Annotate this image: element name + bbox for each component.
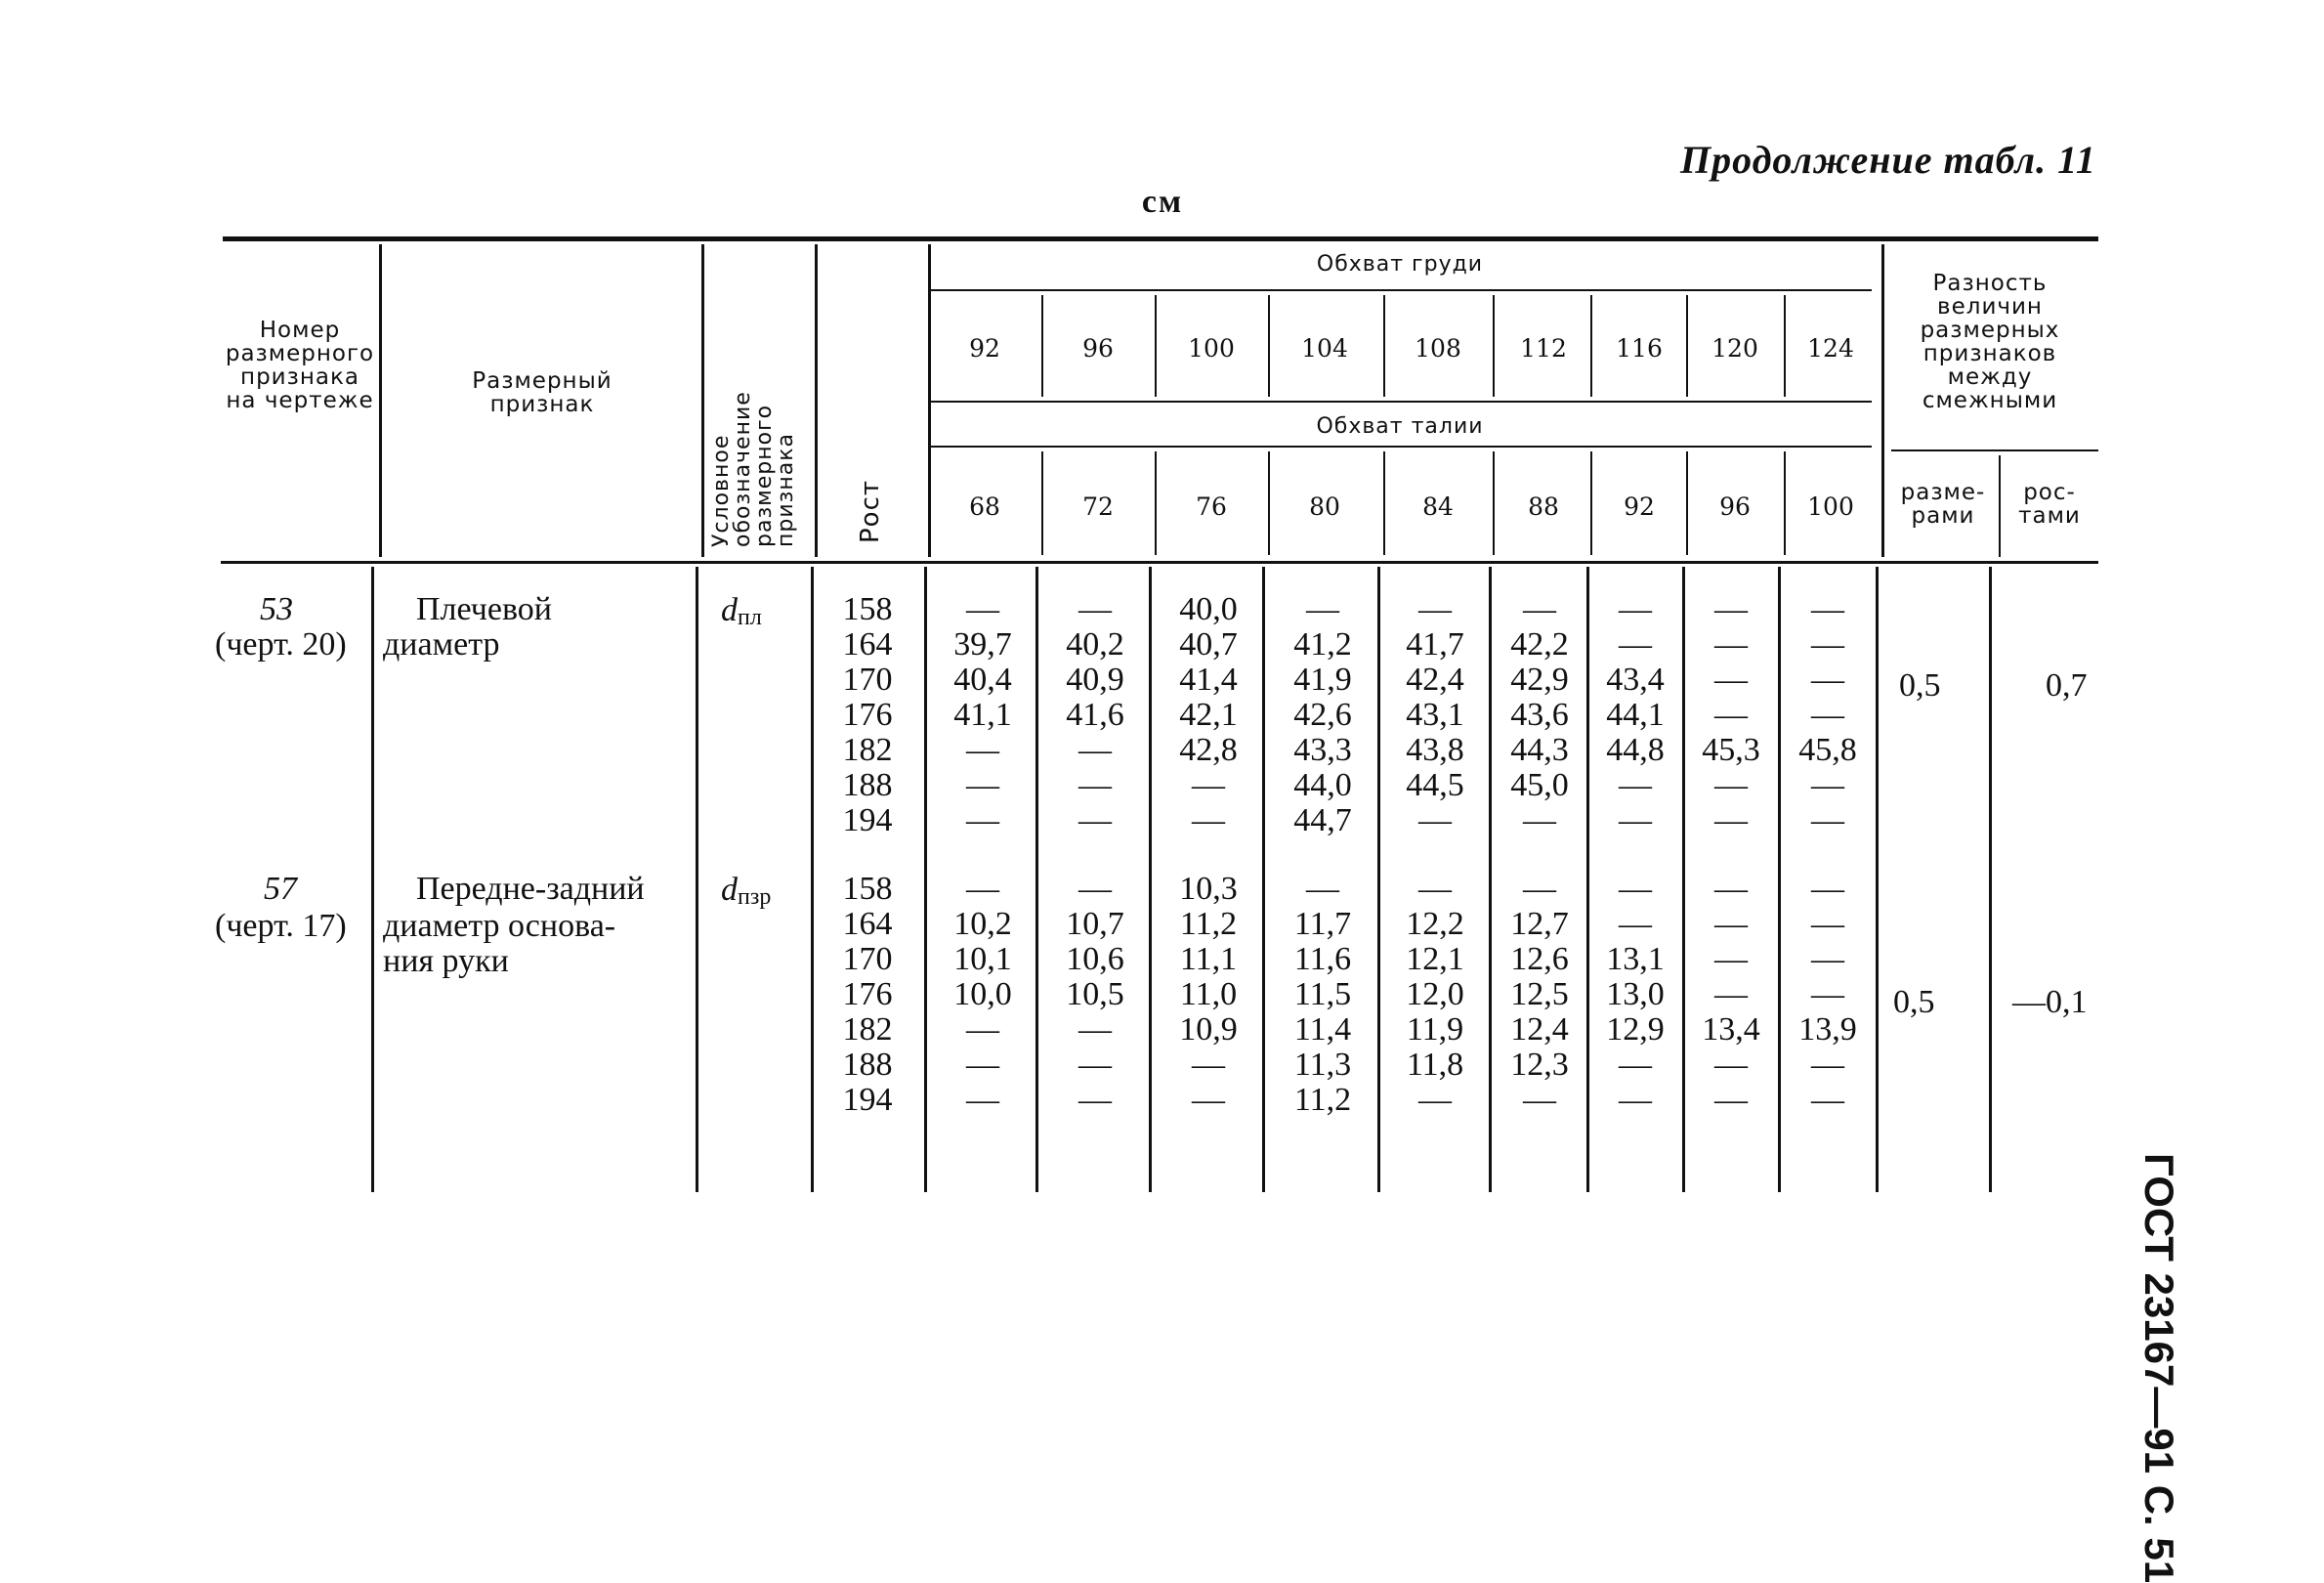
value-column [1041, 872, 1149, 1118]
table-cell: — [966, 871, 999, 907]
waist-value: 84 [1422, 492, 1454, 521]
table-cell: 40,7 [1179, 626, 1238, 663]
table-cell: — [1714, 626, 1748, 663]
table-cell: 43,4 [1606, 662, 1665, 698]
table-cell: 43,1 [1406, 697, 1464, 733]
table-cell: — [1714, 697, 1748, 733]
height-value: 194 [842, 1082, 893, 1118]
table-cell: — [1811, 976, 1844, 1012]
row-diff-sizes: 0,5 [1893, 984, 1935, 1020]
table-cell: 11,8 [1406, 1047, 1464, 1083]
table-cell: — [1714, 906, 1748, 942]
table-cell: 12,3 [1510, 1047, 1569, 1083]
table-cell: — [1811, 1082, 1844, 1118]
table-cell: 43,6 [1510, 697, 1569, 733]
table-cell: 13,0 [1606, 976, 1665, 1012]
height-value: 158 [842, 591, 893, 627]
table-cell: 11,2 [1179, 906, 1238, 942]
table-cell: 12,1 [1406, 941, 1464, 977]
table-cell: — [1714, 1047, 1748, 1083]
waist-value: 68 [969, 492, 1000, 521]
chest-value: 92 [969, 334, 1000, 363]
table-cell: — [966, 802, 999, 838]
header-height: Рост [856, 479, 885, 543]
row-feature-line: диаметр основа- [383, 908, 616, 944]
table-cell: — [1619, 802, 1652, 838]
table-cell: — [1619, 871, 1652, 907]
table-cell: 41,2 [1293, 626, 1352, 663]
table-cell: 11,2 [1293, 1082, 1352, 1118]
table-cell: 42,9 [1510, 662, 1569, 698]
table-cell: 44,1 [1606, 697, 1665, 733]
value-column [1268, 872, 1377, 1118]
table-cell: — [1714, 1082, 1748, 1118]
table-cell: 41,7 [1406, 626, 1464, 663]
chest-value: 96 [1082, 334, 1114, 363]
table-cell: — [1811, 906, 1844, 942]
table-cell: 11,5 [1293, 976, 1352, 1012]
chest-value: 100 [1188, 334, 1235, 363]
height-value: 182 [842, 732, 893, 768]
table-cell: — [1619, 1082, 1652, 1118]
table-cell: 10,7 [1066, 906, 1124, 942]
height-value: 164 [842, 906, 893, 942]
table-cell: — [1714, 662, 1748, 698]
waist-value: 100 [1807, 492, 1854, 521]
table-cell: — [1714, 976, 1748, 1012]
table-cell: — [1619, 626, 1652, 663]
chest-value: 112 [1520, 334, 1567, 363]
table-cell: 42,4 [1406, 662, 1464, 698]
height-value: 188 [842, 1047, 893, 1083]
table-cell: 11,3 [1293, 1047, 1352, 1083]
header-diff-group: Разность величин размерных признаков между смежными [1920, 271, 2060, 413]
table-cell: 44,8 [1606, 732, 1665, 768]
height-value: 158 [842, 871, 893, 907]
table-cell: 12,7 [1510, 906, 1569, 942]
table-cell: — [1306, 871, 1339, 907]
table-cell: 10,9 [1179, 1011, 1238, 1048]
table-cell: 42,1 [1179, 697, 1238, 733]
row-feature-line: ния руки [383, 943, 509, 979]
table-cell: — [1192, 802, 1225, 838]
table-cell: 43,3 [1293, 732, 1352, 768]
value-column [1268, 592, 1377, 838]
table-cell: 44,7 [1293, 802, 1352, 838]
height-value: 188 [842, 767, 893, 803]
table-cell: 13,4 [1702, 1011, 1760, 1048]
value-column [1155, 872, 1262, 1118]
value-column [1493, 872, 1586, 1118]
header-diff-heights: рос-тами [2018, 480, 2081, 529]
table-cell: — [1418, 1082, 1452, 1118]
table-cell: — [1078, 1082, 1112, 1118]
standard-code: ГОСТ 23167—91 С. 51 [2136, 1153, 2182, 1583]
table-cell: 40,4 [953, 662, 1012, 698]
table-cell: — [1523, 871, 1556, 907]
table-cell: 40,9 [1066, 662, 1124, 698]
row-number: 57 [264, 871, 297, 907]
table-cell: — [1523, 1082, 1556, 1118]
table-cell: — [1078, 871, 1112, 907]
value-column [1684, 872, 1778, 1118]
table-cell: — [1523, 802, 1556, 838]
header-number: Номер размерного признака на чертеже [225, 318, 375, 413]
table-cell: 10,2 [953, 906, 1012, 942]
table-cell: 12,9 [1606, 1011, 1665, 1048]
value-column [1684, 592, 1778, 838]
table-cell: — [966, 591, 999, 627]
table-cell: — [1078, 591, 1112, 627]
table-cell: — [1192, 767, 1225, 803]
table-cell: 11,9 [1406, 1011, 1464, 1048]
table-cell: 11,4 [1293, 1011, 1352, 1048]
table-cell: — [1714, 767, 1748, 803]
value-column [930, 872, 1035, 1118]
table-cell: — [1811, 1047, 1844, 1083]
table-cell: — [1714, 871, 1748, 907]
table-cell: — [1619, 1047, 1652, 1083]
waist-value: 76 [1196, 492, 1227, 521]
table-cell: 41,1 [953, 697, 1012, 733]
row-feature-line: Передне-задний [416, 871, 645, 907]
table-cell: 42,8 [1179, 732, 1238, 768]
row-diff-heights: 0,7 [2046, 667, 2088, 704]
table-cell: 45,3 [1702, 732, 1760, 768]
table-cell: — [1418, 802, 1452, 838]
table-cell: — [1306, 591, 1339, 627]
table-cell: — [966, 732, 999, 768]
table-cell: 11,1 [1179, 941, 1238, 977]
row-heights [828, 872, 907, 1118]
table-cell: — [1714, 591, 1748, 627]
table-cell: 44,5 [1406, 767, 1464, 803]
chest-value: 120 [1711, 334, 1758, 363]
height-value: 176 [842, 976, 893, 1012]
table-cell: — [1811, 941, 1844, 977]
value-column [1588, 592, 1682, 838]
units-label: см [1141, 184, 1184, 220]
table-cell: 40,2 [1066, 626, 1124, 663]
table-cell: 41,6 [1066, 697, 1124, 733]
height-value: 194 [842, 802, 893, 838]
waist-value: 96 [1719, 492, 1751, 521]
table-cell: — [1078, 1011, 1112, 1048]
table-cell: — [1192, 1047, 1225, 1083]
value-column [1780, 872, 1876, 1118]
table-cell: — [1811, 626, 1844, 663]
table-cell: — [1078, 767, 1112, 803]
table-cell: — [966, 1082, 999, 1118]
row-diff-sizes: 0,5 [1899, 667, 1941, 704]
row-ref: (черт. 20) [215, 626, 347, 663]
header-symbol: Условное обозначение размерного признака [709, 391, 798, 547]
row-symbol: $d_{пзр}$ [721, 872, 772, 910]
value-column [1041, 592, 1149, 838]
table-cell: — [1714, 802, 1748, 838]
table-cell: 10,1 [953, 941, 1012, 977]
table-cell: 41,9 [1293, 662, 1352, 698]
value-column [930, 592, 1035, 838]
table-cell: — [1714, 941, 1748, 977]
chest-value: 124 [1807, 334, 1854, 363]
chest-value: 104 [1301, 334, 1348, 363]
value-column [1493, 592, 1586, 838]
table-cell: 41,4 [1179, 662, 1238, 698]
table-cell: 43,8 [1406, 732, 1464, 768]
height-value: 176 [842, 697, 893, 733]
table-cell: 10,6 [1066, 941, 1124, 977]
waist-value: 80 [1309, 492, 1340, 521]
table-cell: — [1192, 1082, 1225, 1118]
table-cell: — [966, 767, 999, 803]
table-cell: 40,0 [1179, 591, 1238, 627]
row-number: 53 [260, 591, 293, 627]
table-cell: 12,2 [1406, 906, 1464, 942]
table-cell: — [1078, 1047, 1112, 1083]
table-cell: — [1811, 591, 1844, 627]
table-cell: 13,9 [1798, 1011, 1857, 1048]
waist-value: 88 [1528, 492, 1559, 521]
table-cell: 39,7 [953, 626, 1012, 663]
table-cell: 45,0 [1510, 767, 1569, 803]
table-cell: — [1078, 732, 1112, 768]
row-feature-line: диаметр [383, 626, 500, 663]
height-value: 164 [842, 626, 893, 663]
continuation-caption: Продолжение табл. 11 [1680, 138, 2096, 182]
table-cell: — [1811, 662, 1844, 698]
value-column [1588, 872, 1682, 1118]
table-cell: — [1418, 591, 1452, 627]
height-value: 170 [842, 941, 893, 977]
table-cell: — [1811, 697, 1844, 733]
value-column [1780, 592, 1876, 838]
table-cell: 12,5 [1510, 976, 1569, 1012]
row-heights [828, 592, 907, 838]
header-diff-sizes: разме-рами [1900, 480, 1986, 529]
table-cell: — [1811, 802, 1844, 838]
value-column [1155, 592, 1262, 838]
table-cell: 11,0 [1179, 976, 1238, 1012]
waist-value: 92 [1624, 492, 1655, 521]
row-diff-heights: —0,1 [2012, 984, 2088, 1020]
table-cell: — [1811, 767, 1844, 803]
table-cell: — [1619, 591, 1652, 627]
table-cell: — [1619, 906, 1652, 942]
table-cell: 12,6 [1510, 941, 1569, 977]
table-cell: 10,0 [953, 976, 1012, 1012]
table-cell: — [1523, 591, 1556, 627]
chest-value: 108 [1415, 334, 1461, 363]
table-cell: 12,0 [1406, 976, 1464, 1012]
table-cell: 11,7 [1293, 906, 1352, 942]
table-cell: 42,6 [1293, 697, 1352, 733]
table-cell: 10,5 [1066, 976, 1124, 1012]
table-cell: — [1811, 871, 1844, 907]
row-feature-line: Плечевой [416, 591, 552, 627]
table-cell: 13,1 [1606, 941, 1665, 977]
table-cell: — [1078, 802, 1112, 838]
value-column [1381, 592, 1489, 838]
table-cell: — [1619, 767, 1652, 803]
row-ref: (черт. 17) [215, 908, 347, 944]
height-value: 170 [842, 662, 893, 698]
header-feature: Размерный признак [472, 368, 613, 417]
header-waist-group: Обхват талии [1316, 414, 1484, 439]
table-cell: 42,2 [1510, 626, 1569, 663]
table-cell: — [966, 1047, 999, 1083]
row-symbol: $d_{пл}$ [721, 592, 762, 630]
table-cell: 45,8 [1798, 732, 1857, 768]
table-cell: — [966, 1011, 999, 1048]
table-cell: 12,4 [1510, 1011, 1569, 1048]
chest-value: 116 [1616, 334, 1663, 363]
table-cell: 11,6 [1293, 941, 1352, 977]
table-cell: 10,3 [1179, 871, 1238, 907]
height-value: 182 [842, 1011, 893, 1048]
table-cell: 44,0 [1293, 767, 1352, 803]
table-cell: 44,3 [1510, 732, 1569, 768]
waist-value: 72 [1082, 492, 1114, 521]
value-column [1381, 872, 1489, 1118]
header-chest-group: Обхват груди [1316, 252, 1484, 277]
table-cell: — [1418, 871, 1452, 907]
